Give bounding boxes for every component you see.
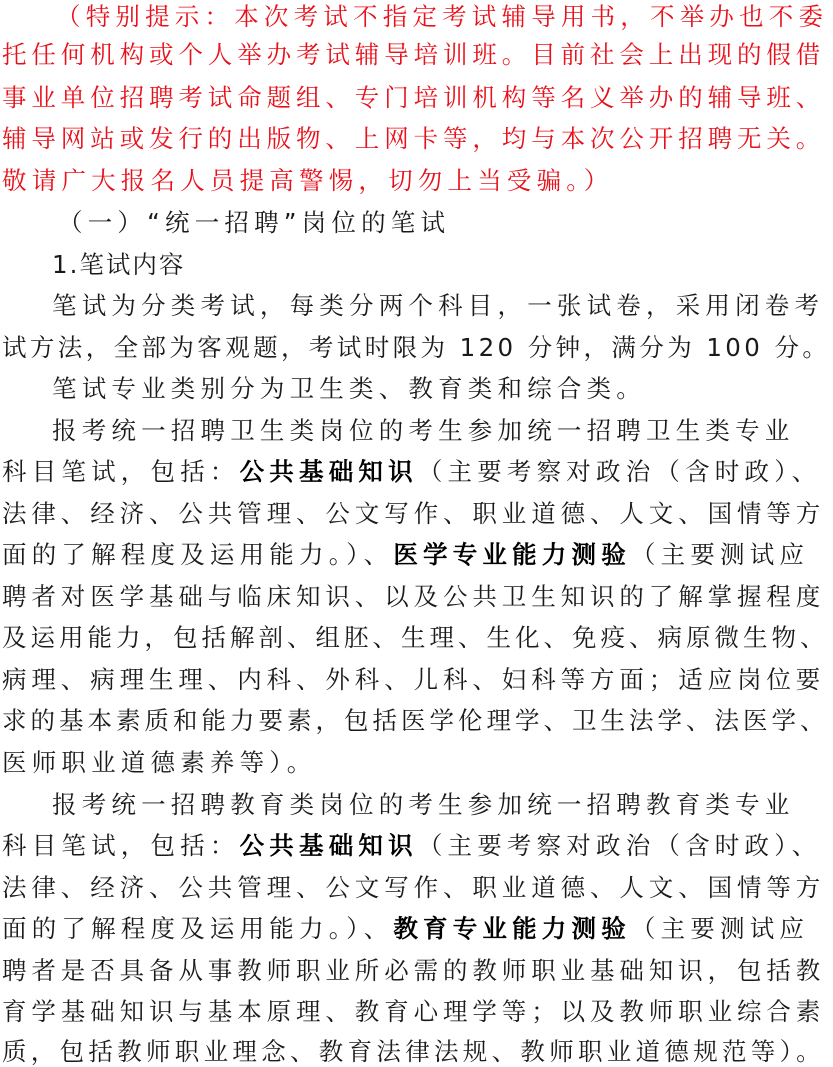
section-heading: （一）“统一招聘”岗位的笔试 [58, 208, 451, 237]
health-line-2-pre: 科目笔试，包括： [2, 457, 240, 486]
health-line-4-pre: 面的了解程度及运用能力。）、 [2, 540, 394, 569]
notice-line-2: 托任何机构或个人举办考试辅导培训班。目前社会上出现的假借 [2, 40, 826, 69]
education-line-2-pre: 科目笔试，包括： [2, 831, 240, 860]
medical-ability-term: 医学专业能力测验 [393, 540, 631, 569]
notice-line-5: 敬请广大报名人员提高警惕，切勿上当受骗。） [2, 166, 614, 195]
education-line-4-pre: 面的了解程度及运用能力。）、 [2, 914, 394, 943]
education-line-2 [2, 831, 821, 861]
health-line-3: 法律、经济、公共管理、公文写作、职业道德、人文、国情等方 [2, 499, 826, 528]
education-line-4 [2, 914, 809, 944]
health-line-1: 报考统一招聘卫生类岗位的考生参加统一招聘卫生类专业 [52, 416, 795, 445]
health-line-7: 病理、病理生理、内科、外科、儿科、妇科等方面；适应岗位要 [2, 665, 826, 694]
education-line-1: 报考统一招聘教育类岗位的考生参加统一招聘教育类专业 [52, 790, 795, 819]
education-line-2-post: （主要考察对政治（含时政）、 [417, 831, 822, 860]
health-line-8: 求的基本素质和能力要素，包括医学伦理学、卫生法学、法医学、 [2, 706, 829, 735]
education-line-7: 质，包括教师职业理念、教育法律法规、教师职业道德规范等）。 [2, 1037, 825, 1066]
education-line-4-post: （主要测试应 [630, 914, 810, 943]
education-line-5: 聘者是否具备从事教师职业所必需的教师职业基础知识，包括教 [2, 956, 826, 985]
notice-line-4: 辅导网站或发行的出版物、上网卡等，均与本次公开招聘无关。 [2, 124, 826, 153]
intro-line-2: 试方法，全部为客观题，考试时限为 120 分钟，满分为 100 分。 [2, 333, 831, 362]
health-line-2 [2, 457, 821, 487]
education-line-3: 法律、经济、公共管理、公文写作、职业道德、人文、国情等方 [2, 873, 826, 902]
health-line-6: 及运用能力，包括解剖、组胚、生理、生化、免疫、病原微生物、 [2, 623, 829, 652]
public-knowledge-term: 公共基础知识 [239, 831, 418, 860]
education-line-6: 育学基础知识与基本原理、教育心理学等；以及教师职业综合素 [2, 997, 826, 1026]
health-line-4 [2, 540, 809, 570]
section-subheading: 1.笔试内容 [52, 250, 186, 279]
health-line-5: 聘者对医学基础与临床知识、以及公共卫生知识的了解掌握程度 [2, 582, 826, 611]
notice-line-1: （特别提示：本次考试不指定考试辅导用书，不举办也不委 [56, 2, 829, 31]
categories-line: 笔试专业类别分为卫生类、教育类和综合类。 [52, 374, 646, 403]
education-ability-term: 教育专业能力测验 [393, 914, 631, 943]
intro-line-1: 笔试为分类考试，每类分两个科目，一张试卷，采用闭卷考 [52, 291, 825, 320]
health-line-2-post: （主要考察对政治（含时政）、 [417, 457, 822, 486]
health-line-4-post: （主要测试应 [630, 540, 810, 569]
public-knowledge-term: 公共基础知识 [239, 457, 418, 486]
notice-line-3: 事业单位招聘考试命题组、专门培训机构等名义举办的辅导班、 [2, 83, 826, 112]
health-line-9: 医师职业道德素养等）。 [2, 748, 317, 777]
